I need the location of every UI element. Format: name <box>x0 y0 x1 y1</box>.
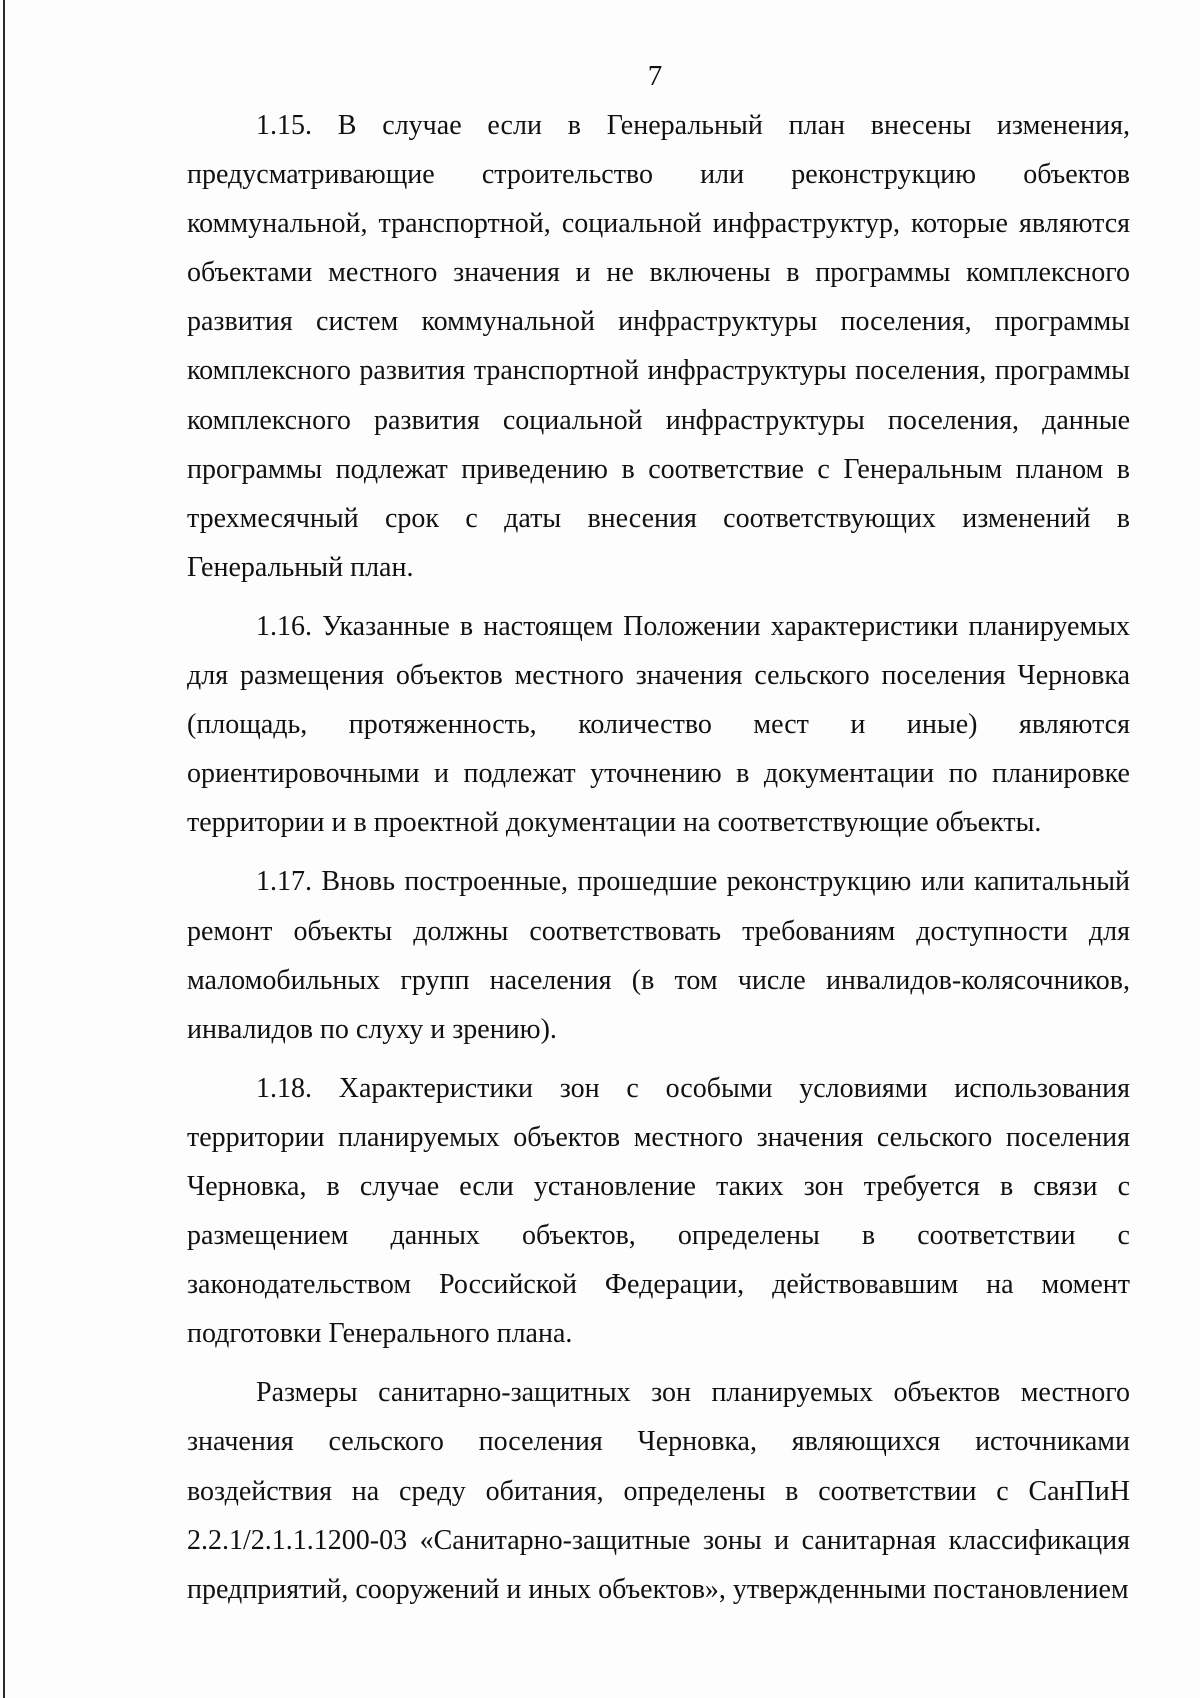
page-number: 7 <box>647 60 663 92</box>
paragraph-sanitary-zones: Размеры санитарно-защитных зон планируемых объектов местного значения сельского поселения Черновка, являющихся источниками воздействия на среду обитания, определены в соответствии с СанПиН 2.2.1/2.1.1.1200-03 «Санитарно-защитные зоны и санитарная классификация предприятий, сооружений и иных объектов», утвержденными постановлением <box>187 1377 1130 1605</box>
paragraph-1-15: 1.15. В случае если в Генеральный план внесены изменения, предусматривающие строительство или реконструкцию объектов коммунальной, транспортной, социальной инфраструктур, которые являются объектами местного значения и не включены в программы комплексного развития систем коммунальной инфраструктуры поселения, программы комплексного развития транспортной инфраструктуры поселения, программы комплексного развития социальной инфраструктуры поселения, данные программы подлежат приведению в соответствие с Генеральным планом в трехмесячный срок с даты внесения соответствующих изменений в Генеральный план. <box>187 110 1130 583</box>
paragraph-1-17: 1.17. Вновь построенные, прошедшие реконструкцию или капитальный ремонт объекты должны соответствовать требованиям доступности для маломобильных групп населения (в том числе инвалидов-колясочников, инвалидов по слуху и зрению). <box>187 866 1130 1045</box>
paragraph-1-18: 1.18. Характеристики зон с особыми условиями использования территории планируемых объектов местного значения сельского поселения Черновка, в случае если установление таких зон требуется в связи с размещением данных объектов, определены в соответствии с законодательством Российской Федерации, действовавшим на момент подготовки Генерального плана. <box>187 1072 1130 1350</box>
scan-edge-line <box>3 0 5 1698</box>
document-body <box>187 101 1130 1614</box>
paragraph-1-16: 1.16. Указанные в настоящем Положении характеристики планируемых для размещения объектов местного значения сельского поселения Черновка (площадь, протяженность, количество мест и иные) являются ориентировочными и подлежат уточнению в документации по планировке территории и в проектной документации на соответствующие объекты. <box>187 610 1130 839</box>
